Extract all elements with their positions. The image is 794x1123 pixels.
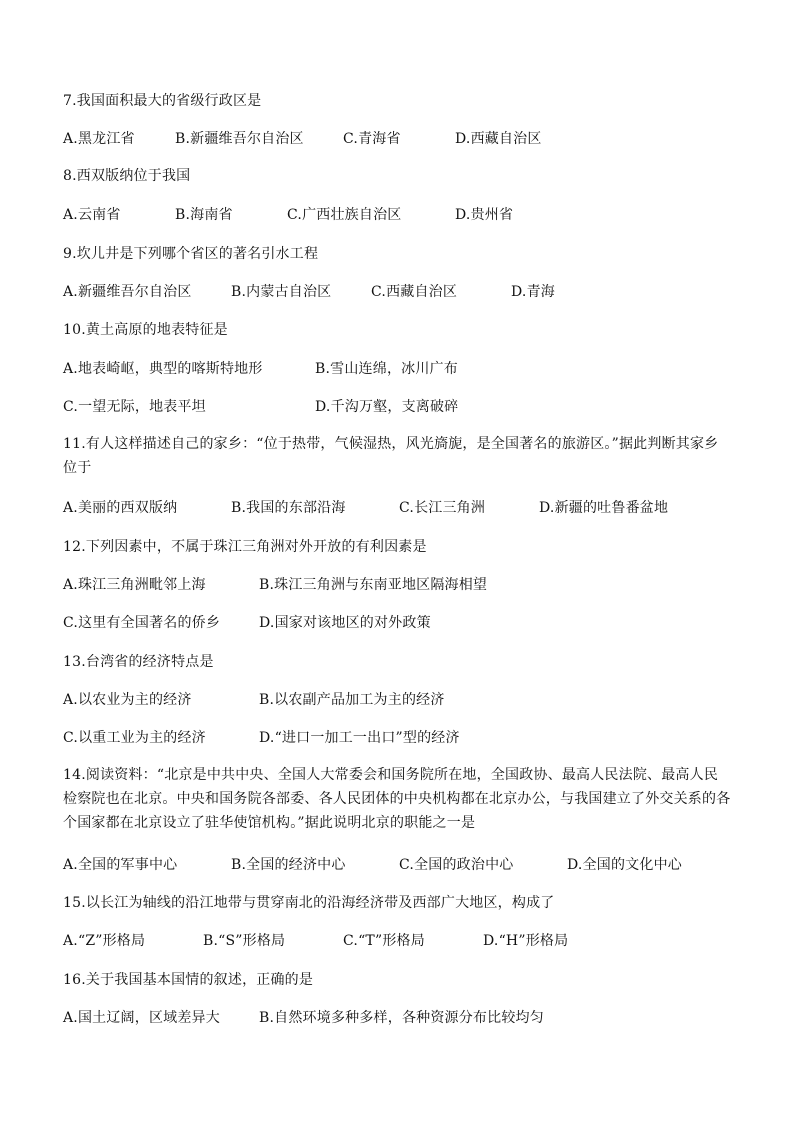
question-8-stem: 8.西双版纳位于我国 bbox=[63, 168, 191, 184]
option-a: A.以农业为主的经济 bbox=[63, 692, 192, 708]
option-d: D.“H”形格局 bbox=[483, 933, 569, 949]
option-c: C.以重工业为主的经济 bbox=[63, 730, 206, 746]
option-b: B.珠江三角洲与东南亚地区隔海相望 bbox=[259, 577, 488, 593]
question-10-stem: 10.黄土高原的地表特征是 bbox=[63, 322, 228, 338]
option-b: B.内蒙古自治区 bbox=[231, 284, 332, 300]
option-b: B.海南省 bbox=[175, 207, 233, 223]
option-a: A.黑龙江省 bbox=[63, 131, 135, 147]
option-a: A.新疆维吾尔自治区 bbox=[63, 284, 192, 300]
option-d: D.千沟万壑，支离破碎 bbox=[315, 399, 459, 415]
option-c: C.全国的政治中心 bbox=[399, 857, 514, 873]
option-d: D.“进口一加工一出口”型的经济 bbox=[259, 730, 460, 746]
option-a: A.国土辽阔，区域差异大 bbox=[63, 1010, 220, 1026]
option-b: B.全国的经济中心 bbox=[231, 857, 346, 873]
option-a: A.云南省 bbox=[63, 207, 121, 223]
option-b: B.雪山连绵，冰川广布 bbox=[315, 361, 458, 377]
option-b: B.以农副产品加工为主的经济 bbox=[259, 692, 445, 708]
option-a: A.“Z”形格局 bbox=[63, 933, 146, 949]
question-13-stem: 13.台湾省的经济特点是 bbox=[63, 654, 214, 670]
option-a: A.地表崎岖，典型的喀斯特地形 bbox=[63, 361, 263, 377]
question-16-stem: 16.关于我国基本国情的叙述，正确的是 bbox=[63, 972, 314, 988]
option-a: A.美丽的西双版纳 bbox=[63, 500, 178, 516]
option-c: C.广西壮族自治区 bbox=[287, 207, 402, 223]
option-b: B.自然环境多种多样，各种资源分布比较均匀 bbox=[259, 1010, 544, 1026]
question-12-stem: 12.下列因素中，不属于珠江三角洲对外开放的有利因素是 bbox=[63, 539, 427, 555]
option-b: B.我国的东部沿海 bbox=[231, 500, 346, 516]
option-c: C.一望无际，地表平坦 bbox=[63, 399, 206, 415]
option-c: C.西藏自治区 bbox=[371, 284, 458, 300]
question-15-stem: 15.以长江为轴线的沿江地带与贯穿南北的沿海经济带及西部广大地区，构成了 bbox=[63, 895, 555, 911]
option-c: C.长江三角洲 bbox=[399, 500, 486, 516]
question-14-stem: 14.阅读资料：“北京是中共中央、全国人大常委会和国务院所在地，全国政协、最高人民法院、最高人民检察院也在北京。中央和国务院各部委、各人民团体的中央机构都在北京办公，与我国建立了外交关系的各个国家都在北京设立了驻华使馆机构。”据此说明北京的职能之一是 bbox=[63, 767, 731, 831]
question-7-stem: 7.我国面积最大的省级行政区是 bbox=[63, 93, 262, 109]
option-b: B.新疆维吾尔自治区 bbox=[175, 131, 304, 147]
option-a: A.珠江三角洲毗邻上海 bbox=[63, 577, 206, 593]
option-b: B.“S”形格局 bbox=[203, 933, 286, 949]
option-c: C.青海省 bbox=[343, 131, 401, 147]
option-d: D.西藏自治区 bbox=[455, 131, 542, 147]
option-a: A.全国的军事中心 bbox=[63, 857, 178, 873]
option-d: D.国家对该地区的对外政策 bbox=[259, 615, 431, 631]
question-9-stem: 9.坎儿井是下列哪个省区的著名引水工程 bbox=[63, 246, 319, 262]
option-d: D.青海 bbox=[511, 284, 555, 300]
question-11-stem: 11.有人这样描述自己的家乡：“位于热带，气候湿热，风光旖旎，是全国著名的旅游区。”据此判断其家乡位于 bbox=[63, 436, 719, 476]
option-d: D.新疆的吐鲁番盆地 bbox=[539, 500, 669, 516]
option-c: C.这里有全国著名的侨乡 bbox=[63, 615, 221, 631]
option-c: C.“T”形格局 bbox=[343, 933, 425, 949]
option-d: D.全国的文化中心 bbox=[567, 857, 682, 873]
option-d: D.贵州省 bbox=[455, 207, 514, 223]
